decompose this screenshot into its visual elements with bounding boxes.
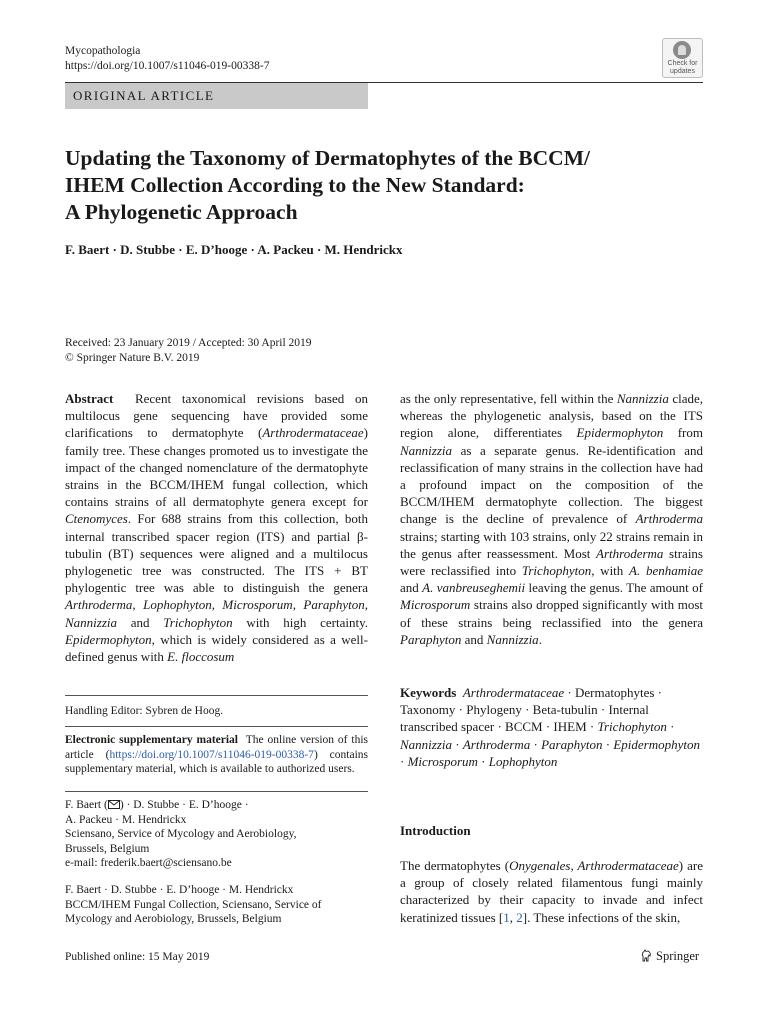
keyword-separator: · — [666, 719, 675, 735]
affiliation-2 — [65, 883, 368, 927]
intro-text: ]. These infections of the skin, — [522, 909, 681, 925]
keyword: Epidermophyton — [613, 736, 700, 752]
abstract-text: ) family tree. These changes promoted us to investigate the impact of the changed nomenclature of the dermatophyte strains in the BCCM/IHEM fungal collection, which contains strains of all dermatophyte genera except for — [65, 425, 368, 510]
abstract-italic: Lophophyton — [143, 597, 212, 613]
abstract-italic: Trichophyton — [521, 563, 592, 579]
abstract-text: strains were reclassified into — [400, 545, 703, 579]
esm-note — [65, 733, 368, 777]
abstract-italic: Nannizzia — [400, 442, 453, 458]
abstract-right-column — [400, 390, 703, 648]
abstract-italic: Arthroderma — [65, 597, 133, 613]
journal-doi[interactable]: https://doi.org/10.1007/s11046-019-00338-7 — [65, 60, 270, 72]
esm-text: ) contains supplementary material, which is available to authorized users. — [65, 748, 369, 775]
abstract-text: Recent taxonomical revisions based on multilocus gene sequencing have provided some clarifications to dermatophyte ( — [65, 391, 369, 441]
badge-line-2: updates — [670, 67, 695, 75]
publisher-logo — [640, 949, 699, 964]
check-for-updates-badge[interactable] — [662, 38, 703, 78]
abstract-text: strains; starting with 103 strains, only 22 strains remain in the genus after reassessment. Most — [400, 528, 703, 561]
published-date: Published online: 15 May 2019 — [65, 951, 210, 963]
publisher-name: Springer — [656, 949, 700, 963]
abstract-text: clade, whereas the phylogenetic analysis, based on the ITS region alone, differentiates — [400, 391, 704, 441]
abstract-text: strains also dropped significantly with most of these strains being reclassified into the genera — [400, 597, 703, 630]
abstract-italic: Arthrodermataceae — [262, 425, 364, 441]
keyword: Trichophyton — [597, 719, 667, 735]
author-email[interactable]: e-mail: frederik.baert@sciensano.be — [65, 857, 232, 869]
keyword-separator: · — [530, 736, 542, 752]
abstract-italic: Ctenomyces — [65, 511, 128, 527]
esm-text: The online version of this article ( — [65, 734, 368, 761]
abstract-italic: A. benhamiae — [629, 563, 703, 579]
abstract-text: , — [364, 597, 369, 613]
abstract-text: , — [292, 597, 304, 613]
intro-italic: Onygenales, Arthrodermataceae — [509, 858, 679, 873]
keyword: · Dermatophytes · Taxonomy · Phylogeny · Beta-tubulin · Internal transcribed spacer · BCCM · IHEM · — [400, 685, 663, 735]
abstract-italic: Paraphyton — [400, 631, 462, 647]
esm-heading: Electronic supplementary material — [65, 734, 238, 746]
keyword: Nannizzia — [400, 736, 453, 752]
journal-header — [65, 44, 269, 74]
article-type-banner: ORIGINAL ARTICLE — [65, 83, 368, 109]
title-line-1: Updating the Taxonomy of Dermatophytes of the BCCM/ — [65, 146, 590, 170]
keyword-separator: · — [400, 753, 408, 769]
affil-org: Mycology and Aerobiology, Brussels, Belgium — [65, 913, 282, 925]
abstract-text: with high certainty. — [232, 614, 368, 630]
abstract-italic: Epidermophyton — [576, 425, 664, 441]
article-title — [65, 145, 685, 226]
journal-name: Mycopathologia — [65, 45, 141, 57]
abstract-text: , — [132, 597, 144, 613]
abstract-italic: Arthroderma — [635, 511, 703, 527]
abstract-italic: Microsporum — [222, 597, 293, 613]
abstract-italic: Nannizzia — [616, 391, 669, 406]
affiliation-1 — [65, 798, 368, 871]
keyword-separator: · — [452, 736, 463, 752]
keyword: Arthrodermataceae — [462, 685, 565, 700]
abstract-text: as the only representative, fell within the — [400, 391, 617, 406]
intro-text: , — [509, 909, 517, 925]
keyword: Microsporum — [407, 753, 478, 769]
abstract-text: from — [663, 425, 704, 441]
title-line-3: A Phylogenetic Approach — [65, 200, 298, 224]
abstract-text: . — [538, 631, 542, 647]
abstract-text: , with — [591, 563, 630, 579]
footnote-rule — [65, 791, 368, 792]
abstract-text: . For 688 strains from this collection, both internal transcribed spacer region (ITS) and partial β-tubulin (BT) sequences were aligned and a multilocus phylogenetic tree was constructed. The ITS + BT phylogentic tree was able to distinguish the genera — [65, 511, 368, 596]
keyword-separator: · — [477, 753, 489, 769]
abstract-text: , which is widely considered as a well-defined genus with — [65, 631, 368, 665]
footnote-rule — [65, 695, 368, 696]
abstract-italic: Trichophyton — [163, 614, 233, 630]
affil-org: Sciensano, Service of Mycology and Aerobiology, — [65, 828, 297, 840]
affil-authors: A. Packeu · M. Hendrickx — [65, 813, 187, 826]
abstract-italic: Nannizzia — [65, 614, 118, 630]
springer-horse-icon — [640, 949, 652, 962]
abstract-text: as a separate genus. Re-identification and reclassification of many strains in the collection have had a profound impact on the composition of the BCCM/IHEM dermatophyte collection. The biggest change is the decline of prevalence of — [400, 442, 703, 527]
keyword: Arthroderma — [462, 736, 531, 752]
intro-text: ) are a group of closely related filamentous fungi mainly characterized by their capacity to invade and infect keratinized tissues [ — [400, 858, 703, 925]
affil-authors: F. Baert · D. Stubbe · E. D’hooge · M. Hendrickx — [65, 884, 294, 896]
abstract-left-column — [65, 390, 368, 665]
abstract-italic: Paraphyton — [303, 597, 365, 613]
section-heading-introduction: Introduction — [400, 823, 471, 838]
affil-org: BCCM/IHEM Fungal Collection, Sciensano, Service of — [65, 898, 322, 911]
abstract-italic: E. floccosum — [167, 649, 235, 665]
keyword-separator: · — [602, 736, 614, 752]
abstract-heading: Abstract — [65, 391, 114, 406]
envelope-icon[interactable] — [108, 800, 120, 809]
author-list: F. Baert · D. Stubbe · E. D’hooge · A. Packeu · M. Hendrickx — [65, 242, 403, 257]
handling-editor: Handling Editor: Sybren de Hoog. — [65, 705, 224, 717]
abstract-text: and — [117, 614, 164, 630]
abstract-italic: Microsporum — [400, 597, 471, 613]
abstract-italic: A. vanbreuseghemii — [422, 580, 526, 596]
intro-text: The dermatophytes ( — [400, 858, 510, 873]
check-updates-icon — [673, 41, 691, 59]
affil-org: Brussels, Belgium — [65, 842, 150, 855]
abstract-text: and — [400, 580, 423, 596]
badge-line-1: Check for — [667, 60, 698, 67]
abstract-text: , — [211, 597, 223, 613]
keyword: Paraphyton — [541, 736, 603, 752]
abstract-text: leaving the genus. The amount of — [525, 580, 703, 596]
esm-doi-link[interactable]: https://doi.org/10.1007/s11046-019-00338-7 — [109, 748, 314, 761]
footnote-rule — [65, 726, 368, 727]
keywords-heading: Keywords — [400, 685, 457, 700]
copyright: © Springer Nature B.V. 2019 — [65, 352, 200, 364]
introduction-text — [400, 857, 703, 926]
badge-text — [662, 60, 703, 75]
citation-link[interactable]: 1 — [503, 909, 510, 925]
affil-authors: ) · D. Stubbe · E. D’hooge · — [119, 799, 249, 811]
citation-link[interactable]: 2 — [516, 909, 523, 925]
article-dates — [65, 336, 312, 366]
affil-authors: F. Baert ( — [65, 799, 108, 811]
abstract-text: and — [461, 631, 487, 647]
abstract-italic: Arthroderma — [596, 545, 664, 561]
received-accepted: Received: 23 January 2019 / Accepted: 30 April 2019 — [65, 337, 312, 349]
keywords — [400, 684, 703, 770]
keyword: Lophophyton — [488, 753, 558, 769]
abstract-italic: Epidermophyton — [65, 631, 152, 647]
abstract-italic: Nannizzia — [486, 631, 539, 647]
title-line-2: IHEM Collection According to the New Standard: — [65, 173, 525, 197]
